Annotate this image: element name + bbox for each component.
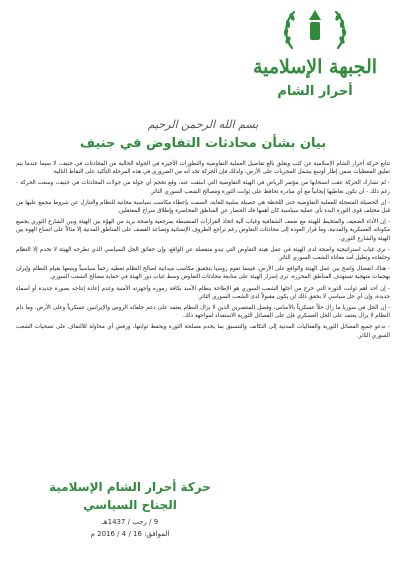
- letterhead: [0, 0, 406, 112]
- signature-block: [0, 478, 260, 540]
- document-title: بيان بشأن محادثات التفاوض في جنيف: [79, 136, 327, 151]
- paragraph: - إن الحل في سوريا ما زال حلاً عسكرياً بالأساس، وفضل المنتصرين الذين لا يزال النظام يعتمد على دعم حلفائه الروس والإيرانيين عسكرياً وعلى الأرض، وما دام النظام لا يزال يعتمد على الحل العسكري فإن على الفصائل الثورية الاستعداد لمواجهة ذلك.: [16, 305, 390, 320]
- wreath-emblem-icon: [280, 4, 350, 56]
- logo-subtitle: أحرار الشام: [277, 84, 353, 99]
- paragraph: - إن الحصيلة المتعجلة للعملية التفاوضية حتى اللحظة هي حصيلة سلبية للغاية، السمت بإعطاء مكاسب سياسية مجانية للنظام والتنازل عن شروط مجمع عليها من قبل مختلف قوى الثورة البدء بأي عملية سياسية كان أهمها فك الحصار عن المناطق المحاصرة وإطلاق سراح المعتقلين.: [16, 199, 390, 215]
- paragraph: - نرى غياب استراتيجية واضحة لدى الهيئة في عمل هيئة التفاوض التي تبدو منفصلة عن الواقع، وإن حقائق الحل السياسي الذي تطرحه الهيئة لا تخدم إلا النظام وحلفاءه وتطيل أمد معاناة الشعب السوري الثائر.: [16, 246, 390, 262]
- paragraph: - هناك انفصال واضح بين عمل الهيئة والواقع على الأرض، فبينما تقوم روسيا بتحقيق مكاسب ميدانية لصالح النظام تعطيه زخماً سياسياً ويتبعها بقيام النظام وإيران بهجمات منهجية تستهدف المناطق المحررة، نرى إصرار الهيئة على متابعة محادثات التفاوض وسط غياب دور الهيئة في حماية مصالح الشعب السوري.: [16, 266, 390, 281]
- date-gregorian: الموافق: 16 / 4 / 2016 م: [90, 530, 170, 538]
- organization-logo: [240, 4, 390, 106]
- signature-wing: الجناح السياسي: [83, 498, 177, 512]
- statement-body: [16, 160, 390, 343]
- date-hijri: 9 / رجب / 1437هـ: [101, 518, 159, 526]
- paragraph: - إن الأداء الضعيف والمتخبط للهيئة مع ضعف الشفافية وغياب آلية اتخاذ القرارات المنضبطة بمرجعية واضحة يزيد من الهوّة بين الهيئة وبين الشارع الثوري بجميع مكوناته العسكرية والمدنية، وما قرار العودة إلى محادثات التفاوض رغم تراجع الظروف الإنسانية وتصاعد القصف على المناطق المدنية إلا مثالاً على اتساع الهوة بين الهيئة والشارع الثوري.: [16, 219, 390, 242]
- bismillah: بسم الله الرحمن الرحيم: [147, 118, 259, 131]
- paragraph: - ندعو جميع الفصائل الثورية والفعاليات المدنية إلى التكاتف والتنسيق بما يخدم مصلحة الثورة ويحفظ ثوابتها، ورفض أي محاولة للالتفاف على تضحيات الشعب السوري الثائر.: [16, 324, 390, 339]
- paragraph: - إن أحد أهم ثوابت الثورة التي خرج من أجلها الشعب السوري هو الإطاحة بنظام الأسد بكافة رموزه وأجهزته الأمنية وعدم إعادة إنتاجه بصورة جديدة أو أسماء جديدة، وإن أي حل سياسي لا يحقق ذلك لن يكون مقبولاً لدى الشعب السوري الثائر.: [16, 285, 390, 300]
- paragraph: تتابع حركة أحرار الشام الإسلامية عن كثب ويقلق بالغ تفاصيل العملية التفاوضية والتطورات الأخيرة في الجولة الحالية من المحادثات في جنيف، لا سيما عندما يتم تعليق المعطيات ضمن إطار أوسع يشمل المجريات على الأرض، ولذلك فإن الحركة تجد أنه من الضروري في هذه المرحلة التأكيد على النقاط التالية:: [16, 161, 390, 176]
- logo-title: الجبهة الإسلامية: [252, 56, 378, 78]
- paragraph: - لم تشارك الحركة عقب انسحابها من مؤتمر الرياض في الهيئة التفاوضية التي انبثقت عنه، وقع تحجم أي جولة من جولات المحادثات في جنيف، وسعت الحركة - رغم ذلك - أن تكون تعاطيها إيجابياً مع أي مبادرة تحافظ على ثوابت الثورة ومصالح الشعب السوري الثائر.: [16, 180, 390, 195]
- signature-organization: حركة أحرار الشام الإسلامية: [49, 480, 211, 494]
